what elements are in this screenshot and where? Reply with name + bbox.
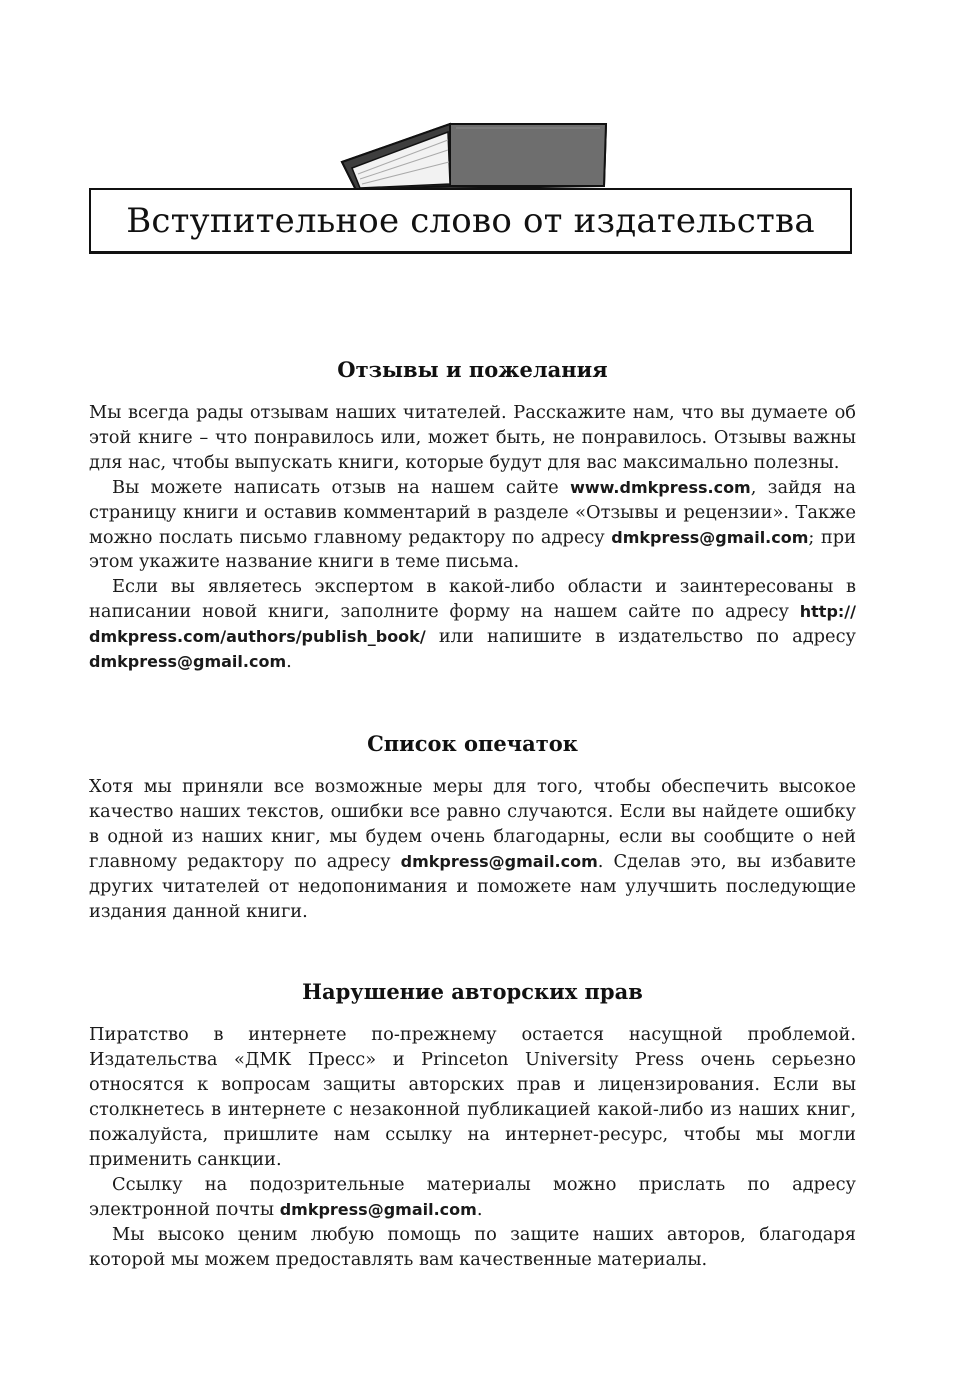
paragraph: Мы всегда рады отзывам наших читателей. Расскажите нам, что вы думаете об этой книге – что понравилось или, может быть, не понравилось. Отзывы важны для нас, чтобы выпускать книги, которые будут для вас максимально полезны. [89,402,856,473]
section-heading-feedback: Отзывы и пожелания [337,357,608,382]
email-link[interactable]: dmkpress@gmail.com [611,527,809,547]
page-title: Вступительное слово от издательства [126,200,815,241]
paragraph: Мы высоко ценим любую помощь по защите наших авторов, благодаря которой мы можем предоставлять вам качественные материалы. [89,1223,856,1270]
section-heading-piracy: Нарушение авторских прав [302,979,643,1005]
email-link[interactable]: dmkpress@gmail.com [279,1199,477,1219]
paragraph: Хотя мы приняли все возможные меры для того, чтобы обеспечить высокое качество наших текстов, ошибки все равно случаются. Если вы найдете ошибку в одной из наших книг, мы будем очень благодарны, если вы сообщите о ней главному редактору по адресу dmkpress@gmail.com. Сделав это, вы избавите других читателей от недопонимания и поможете нам улучшить последующие издания данной книги. [89,775,856,922]
email-link[interactable]: dmkpress@gmail.com [400,851,598,871]
chapter-title-box [89,188,852,254]
document-body [89,356,856,1272]
email-link[interactable]: dmkpress@gmail.com [89,652,287,672]
url-link[interactable]: http:// dmkpress.com/authors/publish_book/ [89,602,856,647]
website-link[interactable]: www.dmkpress.com [570,477,751,497]
paragraph: Ссылку на подозрительные материалы можно прислать по адресу электронной почты dmkpress@gmail.com. [89,1173,856,1220]
paragraph: Пиратство в интернете по-прежнему остается насущной проблемой. Издательства «ДМК Пресс» и Princeton University Press очень серьезно относятся к вопросам защиты авторских прав и лицензирования. Если вы столкнетесь в интернете с незаконной публикацией какой-либо из наших книг, пожалуйста, пришлите нам ссылку на интернет-ресурс, чтобы мы могли применить санкции. [89,1024,856,1170]
paragraph: Вы можете написать отзыв на нашем сайте www.dmkpress.com, зайдя на страницу книги и оставив комментарий в разделе «Отзывы и рецензии». Также можно послать письмо главному редактору по адресу dmkpress@gmail.com; при этом укажите название книги в теме письма. [89,476,856,573]
book-icon [338,118,610,196]
paragraph: Если вы являетесь экспертом в какой-либо области и заинтересованы в написании новой книги, заполните форму на нашем сайте по адресу http:// dmkpress.com/authors/publish_book/ или напишите в издательство по адресу dmkpress@gmail.com. [89,576,856,673]
section-heading-errata: Список опечаток [367,730,578,756]
